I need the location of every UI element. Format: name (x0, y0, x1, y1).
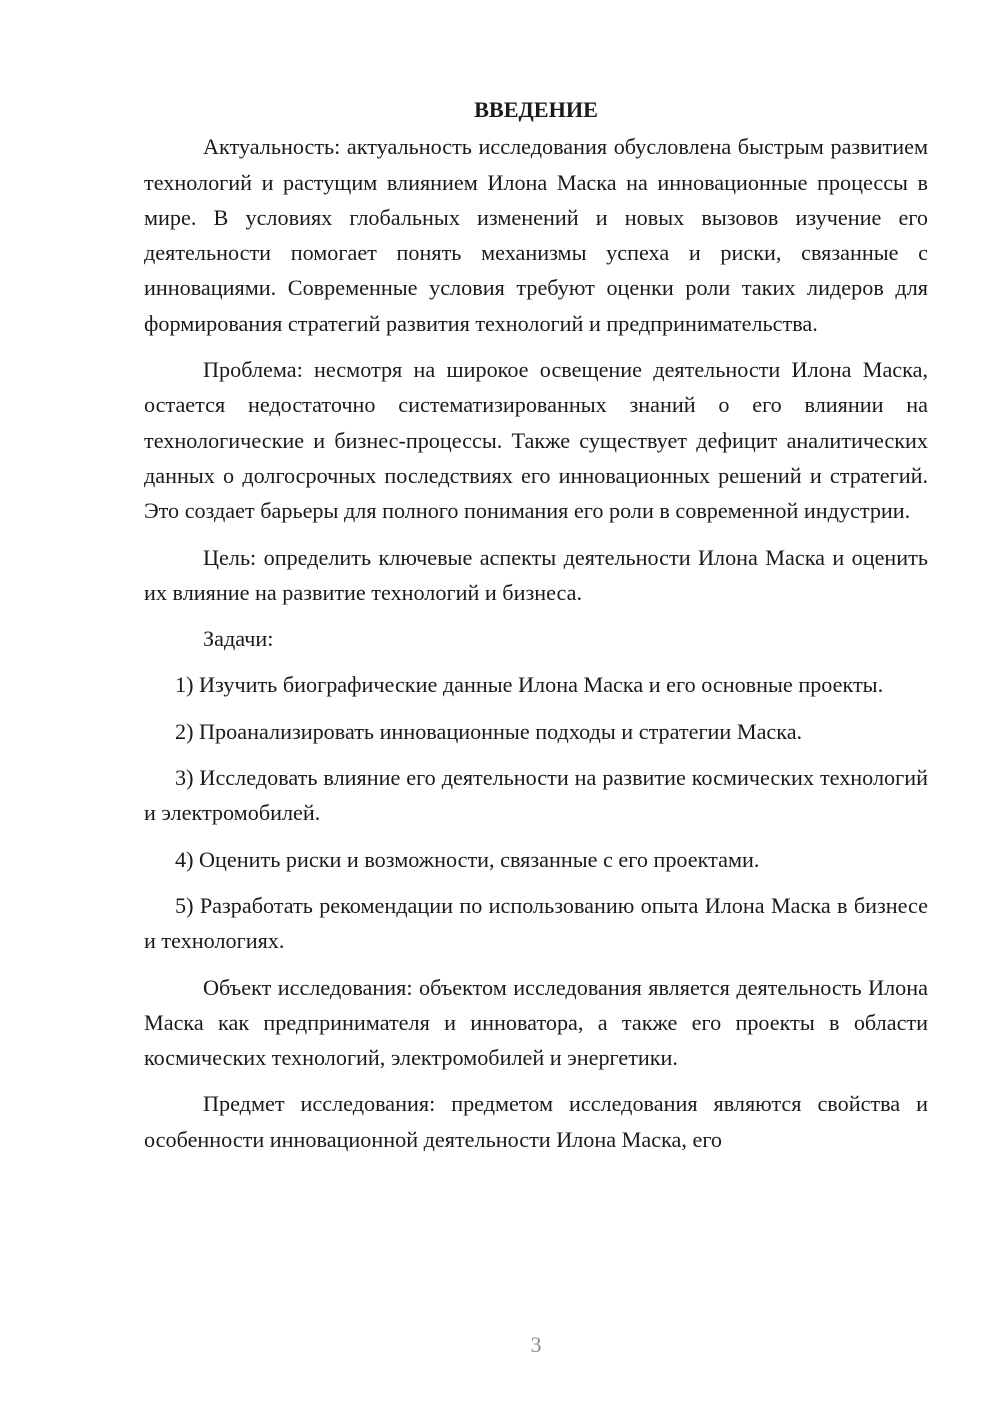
paragraph-subject: Предмет исследования: предметом исследования являются свойства и особенности инновационной деятельности Илона Маска, его (144, 1091, 928, 1152)
paragraph-problem: Проблема: несмотря на широкое освещение деятельности Илона Маска, остается недостаточно систематизированных знаний о его влиянии на технологические и бизнес-процессы. Также существует дефицит аналитических данных о долгосрочных последствиях его инновационных решений и стратегий. Это создает барьеры для полного понимания его роли в современной индустрии. (144, 357, 928, 524)
task-item-3: 3) Исследовать влияние его деятельности на развитие космических технологий и электромобилей. (144, 765, 928, 826)
paragraph-goal: Цель: определить ключевые аспекты деятельности Илона Маска и оценить их влияние на развитие технологий и бизнеса. (144, 544, 928, 605)
page-number: 3 (530, 1332, 542, 1357)
task-item-2: 2) Проанализировать инновационные подходы и стратегии Маска. (175, 718, 803, 744)
paragraph-object: Объект исследования: объектом исследования является деятельность Илона Маска как предпринимателя и инноватора, а также его проекты в области космических технологий, электромобилей и энергетики. (144, 974, 928, 1071)
task-item-5: 5) Разработать рекомендации по использованию опыта Илона Маска в бизнесе и технологиях. (144, 892, 928, 954)
section-title: ВВЕДЕНИЕ (474, 97, 598, 122)
paragraph-relevance: Актуальность: актуальность исследования обусловлена быстрым развитием технологий и растущим влиянием Илона Маска на инновационные процессы в мире. В условиях глобальных изменений и новых вызовов изучение его деятельности помогает понять механизмы успеха и риски, связанные с инновациями. Современные условия требуют оценки роли таких лидеров для формирования стратегий развития технологий и предпринимательства. (144, 134, 928, 336)
page-content (144, 92, 928, 1168)
task-item-1: 1) Изучить биографические данные Илона Маска и его основные проекты. (175, 672, 884, 698)
tasks-label: Задачи: (203, 626, 274, 652)
task-item-4: 4) Оценить риски и возможности, связанные с его проектами. (175, 846, 760, 872)
